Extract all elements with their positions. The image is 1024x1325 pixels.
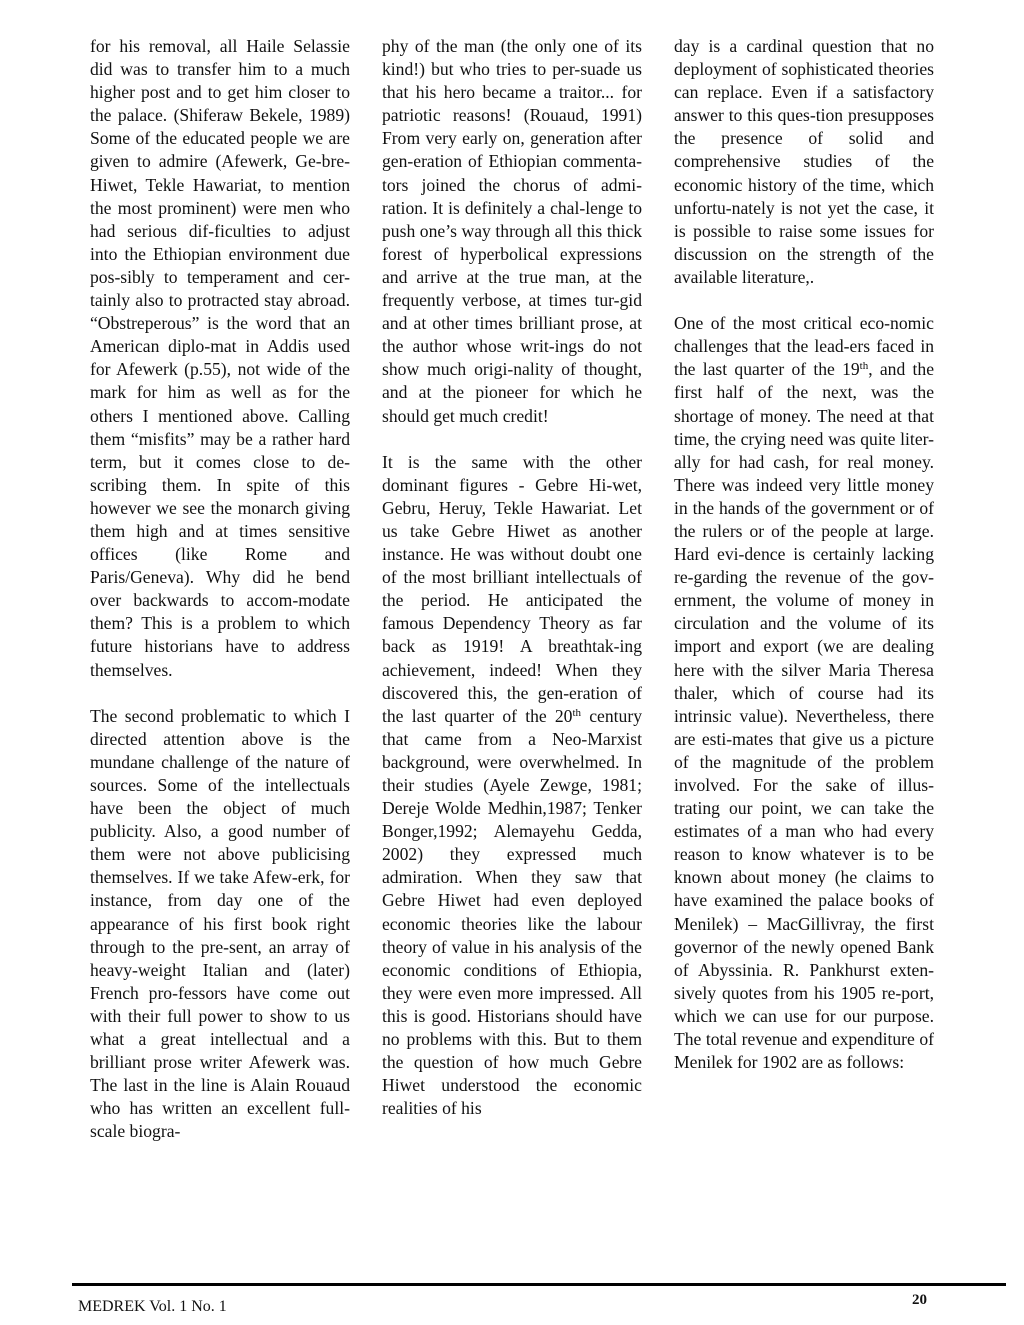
journal-footer: MEDREK Vol. 1 No. 1 (78, 1298, 227, 1315)
footer-divider (72, 1283, 1006, 1286)
paragraph (90, 35, 350, 682)
text-run: The second problematic to which I directed attention above is the mundane challenge of the nature of sources. Some of the intellectuals have been the object of much publicity. Also, a good number of them were not above publicising themselves. If we take Afew-erk, for instance, from day one of the appearance of his first book right through to the pre-sent, an array of heavy-weight Italian and (later) French pro-fessors have come out with their full power to show to us what a great intellectual and a brilliant prose writer Afewerk was. The last in the line is Alain Rouaud who has written an excellent full-scale biogra- (90, 705, 350, 1142)
text-run: for his removal, all Haile Selassie did was to transfer him to a much higher post and to get him closer to the palace. (Shiferaw Bekele, 1989) Some of the educated people we are given to admire (Afewerk, Ge-bre-Hiwet, Tekle Hawariat, to mention the most prominent) were men who had serious dif-ficulties to adjust into the Ethiopian environment due pos-sibly to temperament and cer-tainly also to protracted stay abroad. “Obstreperous” is the word that an American diplo-mat in Addis used for Afewerk (p.55), not wide of the mark for him as well as for the others I mentioned above. Calling them “misfits” may be a rather hard term, but it comes close to de-scribing them. In spite of this however we see the monarch giving them high and at times sensitive offices (like Rome and Paris/Geneva). Why did he bend over backwards to accom-modate them? This is a problem to which future historians have to address themselves. (90, 36, 350, 680)
paragraph (674, 35, 934, 289)
text-run: It is the same with the other dominant figures - Gebre Hi-wet, Gebru, Heruy, Tekle Hawariat. Let us take Gebre Hiwet as another instance. He was without doubt one of the most brilliant intellectuals of the period. He anticipated the famous Dependency Theory as far back as 1919! A breathtak-ing achievement, indeed! When they discovered this, the gen-eration of the last quarter of the 20 (382, 451, 642, 726)
text-column-1 (90, 35, 350, 1144)
page-number: 20 (912, 1292, 927, 1308)
text-column-2 (382, 35, 642, 1120)
text-run: day is a cardinal question that no deployment of sophisticated theories can replace. Even if a satisfactory answer to this ques-tion presupposes the presence of solid and comprehensive studies of the economic history of the time, which unfortu-nately is not yet the case, it is possible to raise some issues for discussion on the strength of the available literature,. (674, 36, 934, 287)
text-run: One of the most critical eco-nomic challenges that the lead-ers faced in the last quarter of the 19 (674, 313, 934, 380)
text-run: century that came from a Neo-Marxist background, were overwhelmed. In their studies (Ayele Zewge, 1981; Dereje Wolde Medhin,1987; Tenker Bonger,1992; Alemayehu Gedda, 2002) they expressed much admiration. When they saw that Gebre Hiwet had even deployed economic theories like the labour theory of value in his analysis of the economic conditions of Ethiopia, they were even more impressed. All this is good. Historians should have no problems with this. But to them the question of how much Gebre Hiwet understood the economic realities of his (382, 705, 643, 1119)
paragraph (674, 312, 934, 1074)
superscript: th (859, 360, 869, 373)
paragraph (90, 705, 350, 1144)
text-column-3 (674, 35, 934, 1074)
superscript: th (572, 706, 582, 719)
text-run: phy of the man (the only one of its kind!) but who tries to per-suade us that his hero became a traitor... for patriotic reasons! (Rouaud, 1991) From very early on, generation after gen-eration of Ethiopian commenta-tors joined the chorus of admi-ration. It is definitely a chal-lenge to push one’s way through all this thick forest of hyperbolical expressions and arrive at the true man, at the frequently verbose, at times tur-gid and at other times brilliant prose, at the author whose writ-ings do not show much origi-nality of thought, and at the pioneer for which he should get much credit! (382, 36, 642, 426)
text-run: , and the first half of the next, was the shortage of money. The need at that time, the crying need was quite liter-ally for had cash, for real money. There was indeed very little money in the hands of the government or of the rulers or of the people at large. Hard evi-dence is certainly lacking re-garding the revenue of the gov-ernment, the volume of money in circulation and the volume of its import and export (we are dealing here with the silver Maria Theresa thaler, which of course had its intrinsic value). Nevertheless, there are esti-mates that give us a picture of the magnitude of the problem involved. For the sake of illus-trating our point, we can take the estimates of a man who had every reason to know whatever is to be known about money (he claims to have examined the palace books of Menilek) – MacGillivray, the first governor of the newly opened Bank of Abyssinia. R. Pankhurst exten-sively quotes from his 1905 re-port, which we can use for our purpose. The total revenue and expenditure of Menilek for 1902 are as follows: (674, 359, 935, 1073)
paragraph (382, 451, 642, 1121)
paragraph (382, 35, 642, 428)
